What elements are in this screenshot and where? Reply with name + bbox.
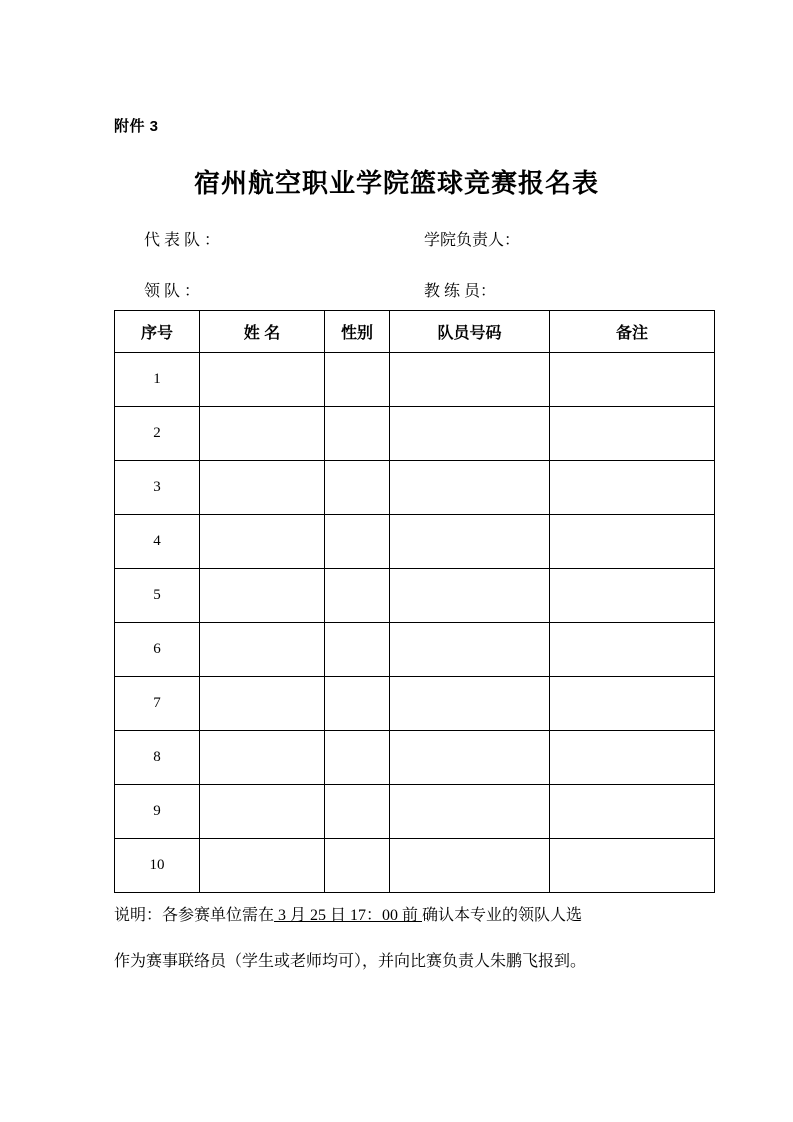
cell-no: 5: [115, 569, 200, 623]
table-header-row: [115, 311, 715, 353]
cell-no: 8: [115, 731, 200, 785]
cell-note[interactable]: [550, 839, 715, 893]
table-row: [115, 731, 715, 785]
label-coach: 教 练 员：: [424, 283, 497, 300]
cell-note[interactable]: [550, 353, 715, 407]
cell-no: 3: [115, 461, 200, 515]
cell-sex[interactable]: [325, 839, 390, 893]
note-block: [114, 893, 724, 985]
table-row: [115, 515, 715, 569]
cell-name[interactable]: [200, 353, 325, 407]
note-line-2: 作为赛事联络员（学生或老师均可），并向比赛负责人朱鹏飞报到。: [114, 953, 587, 970]
cell-name[interactable]: [200, 839, 325, 893]
registration-table: [114, 310, 715, 893]
cell-sex[interactable]: [325, 461, 390, 515]
note-deadline: 3 月 25 日 17：00 前: [274, 907, 423, 924]
table-row: [115, 839, 715, 893]
cell-no: 10: [115, 839, 200, 893]
table-row: [115, 569, 715, 623]
table-row: [115, 677, 715, 731]
label-college-leader: 学院负责人：: [424, 232, 521, 249]
cell-number[interactable]: [390, 407, 550, 461]
cell-sex[interactable]: [325, 353, 390, 407]
table-row: [115, 623, 715, 677]
cell-number[interactable]: [390, 623, 550, 677]
note-line-1: [114, 893, 724, 939]
cell-note[interactable]: [550, 785, 715, 839]
cell-number[interactable]: [390, 515, 550, 569]
cell-name[interactable]: [200, 461, 325, 515]
page-title: 宿州航空职业学院篮球竞赛报名表: [193, 169, 599, 198]
column-header-name: 姓 名: [200, 311, 325, 353]
cell-sex[interactable]: [325, 731, 390, 785]
cell-sex[interactable]: [325, 569, 390, 623]
cell-name[interactable]: [200, 569, 325, 623]
cell-number[interactable]: [390, 785, 550, 839]
cell-name[interactable]: [200, 623, 325, 677]
column-header-sex: 性别: [325, 311, 390, 353]
cell-no: 2: [115, 407, 200, 461]
cell-name[interactable]: [200, 515, 325, 569]
cell-number[interactable]: [390, 353, 550, 407]
table-row: [115, 461, 715, 515]
cell-number[interactable]: [390, 461, 550, 515]
cell-note[interactable]: [550, 623, 715, 677]
cell-no: 1: [115, 353, 200, 407]
cell-name[interactable]: [200, 731, 325, 785]
cell-no: 9: [115, 785, 200, 839]
cell-sex[interactable]: [325, 785, 390, 839]
cell-number[interactable]: [390, 569, 550, 623]
attachment-label: 附件 3: [114, 118, 159, 135]
table-row: [115, 407, 715, 461]
column-header-number: 队员号码: [390, 311, 550, 353]
cell-note[interactable]: [550, 677, 715, 731]
cell-no: 7: [115, 677, 200, 731]
cell-sex[interactable]: [325, 407, 390, 461]
cell-name[interactable]: [200, 677, 325, 731]
cell-no: 6: [115, 623, 200, 677]
column-header-note: 备注: [550, 311, 715, 353]
cell-number[interactable]: [390, 839, 550, 893]
cell-number[interactable]: [390, 677, 550, 731]
cell-no: 4: [115, 515, 200, 569]
cell-name[interactable]: [200, 407, 325, 461]
cell-sex[interactable]: [325, 677, 390, 731]
column-header-no: 序号: [115, 311, 200, 353]
cell-sex[interactable]: [325, 515, 390, 569]
note-suffix: 确认本专业的领队人选: [422, 907, 583, 924]
cell-note[interactable]: [550, 731, 715, 785]
label-leader: 领 队 ：: [144, 283, 201, 300]
note-prefix: 说明：各参赛单位需在: [114, 907, 275, 924]
cell-note[interactable]: [550, 515, 715, 569]
cell-note[interactable]: [550, 569, 715, 623]
table-row: [115, 785, 715, 839]
cell-note[interactable]: [550, 407, 715, 461]
cell-name[interactable]: [200, 785, 325, 839]
cell-sex[interactable]: [325, 623, 390, 677]
cell-number[interactable]: [390, 731, 550, 785]
label-team: 代 表 队 ：: [144, 232, 221, 249]
cell-note[interactable]: [550, 461, 715, 515]
table-row: [115, 353, 715, 407]
